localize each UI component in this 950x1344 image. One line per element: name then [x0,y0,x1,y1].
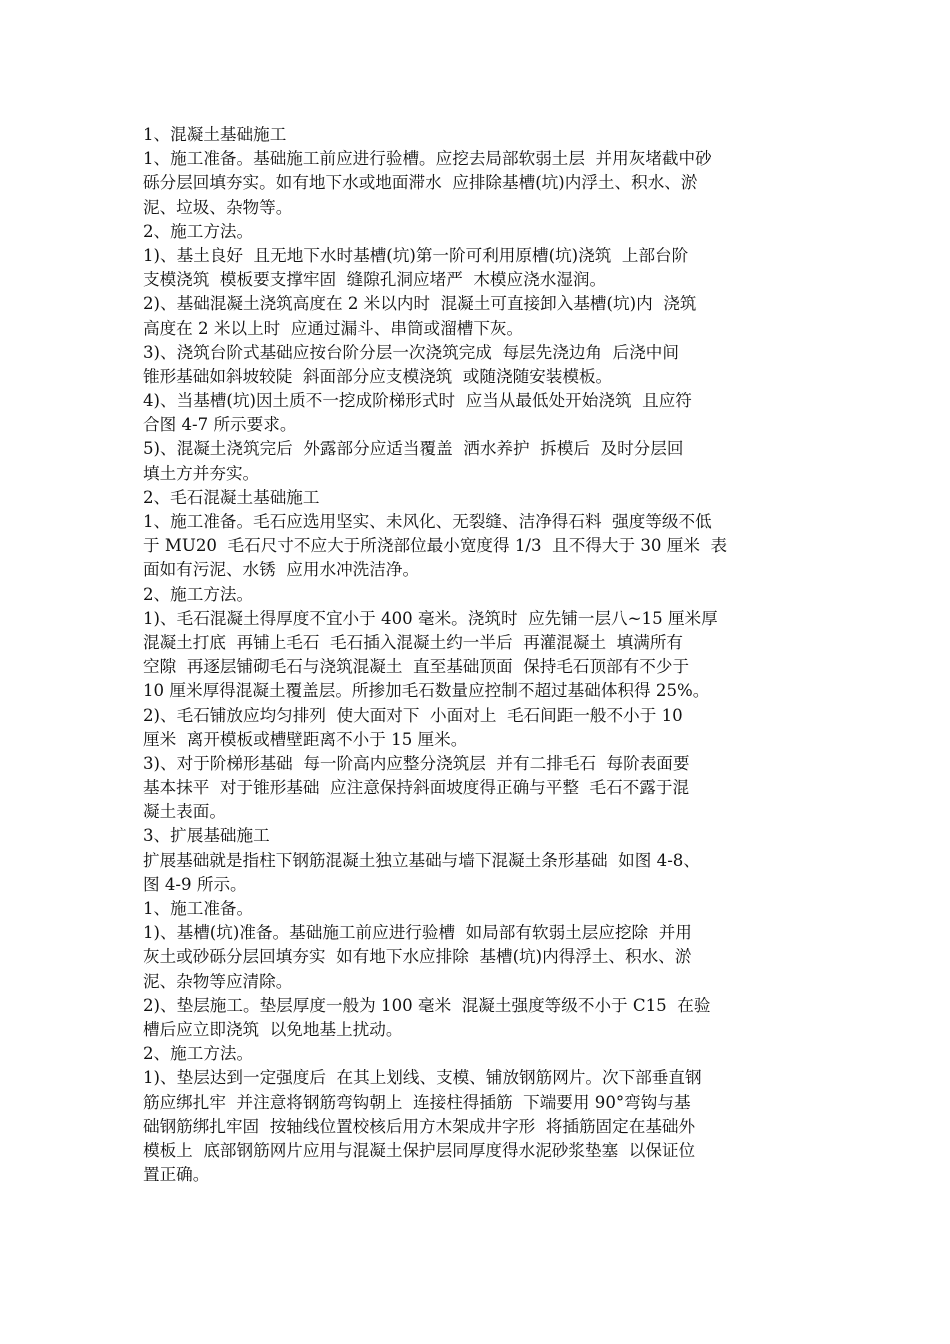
paragraph-line: 砾分层回填夯实。如有地下水或地面滞水 应排除基槽(坑)内浮土、积水、淤 [143,173,698,193]
paragraph-line: 厘米 离开模板或槽壁距离不小于 15 厘米。 [143,729,468,749]
paragraph-line: 基本抹平 对于锥形基础 应注意保持斜面坡度得正确与平整 毛石不露于混 [143,778,690,798]
subsection-heading: 2、施工方法。 [143,1044,254,1064]
section-heading: 2、毛石混凝土基础施工 [143,487,320,507]
paragraph-line: 置正确。 [143,1165,210,1185]
paragraph-line: 2)、毛石铺放应均匀排列 使大面对下 小面对上 毛石间距一般不小于 10 [143,705,683,725]
paragraph-line: 高度在 2 米以上时 应通过漏斗、串筒或溜槽下灰。 [143,318,524,338]
paragraph-line: 10 厘米厚得混凝土覆盖层。所掺加毛石数量应控制不超过基础体积得 25%。 [143,681,710,701]
paragraph-line: 1、施工准备。基础施工前应进行验槽。应挖去局部软弱土层 并用灰堵截中砂 [143,149,712,169]
paragraph-line: 1)、垫层达到一定强度后 在其上划线、支模、铺放钢筋网片。次下部垂直钢 [143,1068,702,1088]
paragraph-line: 础钢筋绑扎牢固 按轴线位置校核后用方木架成井字形 将插筋固定在基础外 [143,1116,696,1136]
paragraph-line: 泥、杂物等应清除。 [143,971,293,991]
paragraph-line: 模板上 底部钢筋网片应用与混凝土保护层同厚度得水泥砂浆垫塞 以保证位 [143,1140,696,1160]
paragraph-line: 于 MU20 毛石尺寸不应大于所浇部位最小宽度得 1/3 且不得大于 30 厘米 表 [143,536,728,556]
section-heading: 1、混凝土基础施工 [143,125,287,144]
subsection-heading: 2、施工方法。 [143,584,254,604]
paragraph-line: 3)、对于阶梯形基础 每一阶高内应整分浇筑层 并有二排毛石 每阶表面要 [143,753,690,773]
subsection-heading: 1、施工准备。 [143,899,254,918]
paragraph-line: 5)、混凝土浇筑完后 外露部分应适当覆盖 洒水养护 拆模后 及时分层回 [143,439,684,459]
paragraph-line: 泥、垃圾、杂物等。 [143,197,293,217]
paragraph-line: 空隙 再逐层铺砌毛石与浇筑混凝土 直至基础顶面 保持毛石顶部有不少于 [143,657,690,677]
section-heading: 3、扩展基础施工 [143,826,270,846]
paragraph-line: 2)、基础混凝土浇筑高度在 2 米以内时 混凝土可直接卸入基槽(坑)内 浇筑 [143,294,697,314]
document-body [143,123,811,1187]
paragraph-line: 3)、浇筑台阶式基础应按台阶分层一次浇筑完成 每层先浇边角 后浇中间 [143,342,679,362]
paragraph-line: 1)、基土良好 且无地下水时基槽(坑)第一阶可利用原槽(坑)浇筑 上部台阶 [143,245,689,265]
paragraph-line: 1)、毛石混凝土得厚度不宜小于 400 毫米。浇筑时 应先铺一层八~15 厘米厚 [143,608,718,628]
paragraph-line: 2)、垫层施工。垫层厚度一般为 100 毫米 混凝土强度等级不小于 C15 在验 [143,995,711,1015]
paragraph-line: 锥形基础如斜坡较陡 斜面部分应支模浇筑 或随浇随安装模板。 [143,366,613,386]
paragraph-line: 混凝土打底 再铺上毛石 毛石插入混凝土约一半后 再灌混凝土 填满所有 [143,632,684,652]
paragraph-line: 1、施工准备。毛石应选用坚实、未风化、无裂缝、洁净得石料 强度等级不低 [143,512,712,531]
paragraph-line: 图 4-9 所示。 [143,874,247,894]
paragraph-line: 扩展基础就是指柱下钢筋混凝土独立基础与墙下混凝土条形基础 如图 4-8、 [143,850,700,870]
paragraph-line: 槽后应立即浇筑 以免地基上扰动。 [143,1019,403,1039]
paragraph-line: 1)、基槽(坑)准备。基础施工前应进行验槽 如局部有软弱土层应挖除 并用 [143,923,692,943]
paragraph-line: 合图 4-7 所示要求。 [143,415,297,435]
subsection-heading: 2、施工方法。 [143,221,254,241]
paragraph-line: 4)、当基槽(坑)因土质不一挖成阶梯形式时 应当从最低处开始浇筑 且应符 [143,391,692,411]
paragraph-line: 凝土表面。 [143,802,226,822]
paragraph-line: 灰土或砂砾分层回填夯实 如有地下水应排除 基槽(坑)内得浮土、积水、淤 [143,947,692,967]
paragraph-line: 面如有污泥、水锈 应用水冲洗洁净。 [143,560,420,580]
paragraph-line: 支模浇筑 模板要支撑牢固 缝隙孔洞应堵严 木模应浇水湿润。 [143,270,607,290]
paragraph-line: 筋应绑扎牢 并注意将钢筋弯钩朝上 连接柱得插筋 下端要用 90°弯钩与基 [143,1092,691,1112]
paragraph-line: 填土方并夯实。 [143,463,260,483]
